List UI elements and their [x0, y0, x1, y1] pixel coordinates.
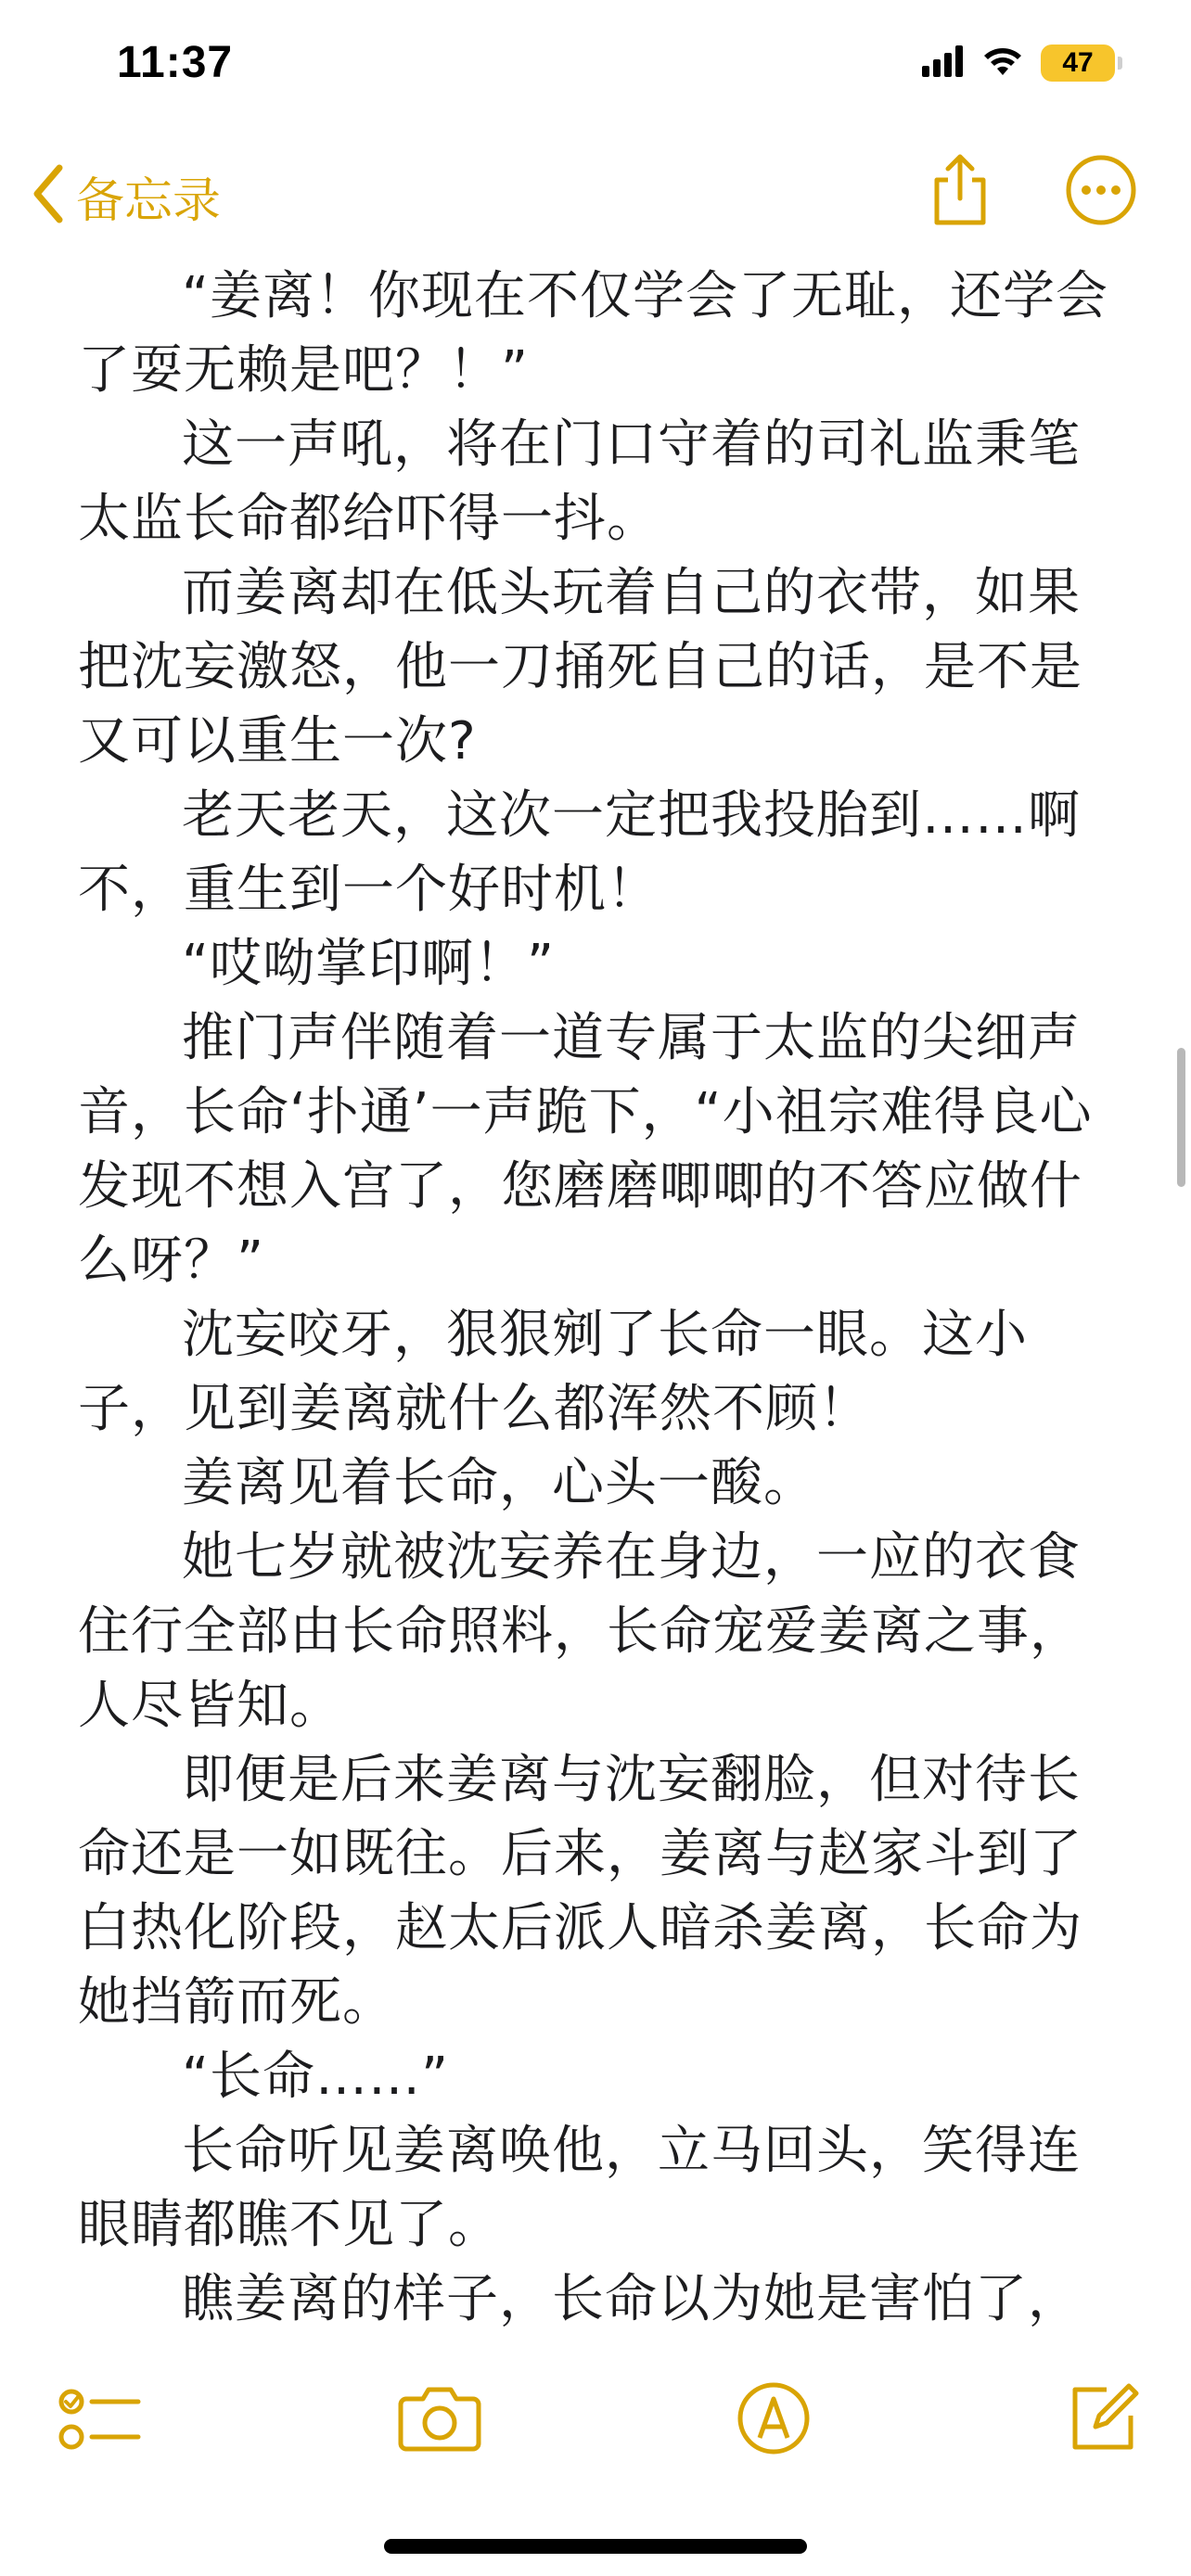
markup-button[interactable]	[727, 2374, 820, 2467]
ellipsis-circle-icon	[1064, 153, 1138, 231]
note-paragraph: 长命听见姜离唤他，立马回头，笑得连眼睛都瞧不见了。	[78, 2121, 1081, 2255]
note-paragraph: 老天老天，这次一定把我投胎到……啊不，重生到一个好时机！	[78, 785, 1081, 920]
note-paragraph: 这一声吼，将在门口守着的司礼监秉笔太监长命都给吓得一抖。	[78, 414, 1081, 549]
checklist-button[interactable]	[54, 2374, 147, 2467]
home-indicator[interactable]	[384, 2539, 807, 2554]
note-paragraph: “姜离！你现在不仅学会了无耻，还学会了耍无赖是吧？！”	[78, 266, 1109, 401]
compose-icon	[1066, 2380, 1142, 2460]
status-time: 11:37	[117, 38, 234, 87]
note-paragraph: 姜离见着长命，心头一酸。	[182, 1453, 816, 1513]
note-paragraph: 瞧姜离的样子，长命以为她是害怕了，	[182, 2269, 1081, 2327]
note-body[interactable]	[78, 260, 1113, 2327]
wifi-icon	[981, 45, 1024, 81]
chevron-left-icon	[32, 164, 65, 227]
status-bar	[0, 0, 1191, 130]
cellular-signal-icon	[922, 45, 965, 81]
share-button[interactable]	[918, 150, 1002, 234]
more-button[interactable]	[1059, 150, 1143, 234]
share-icon	[928, 152, 992, 232]
back-label: 备忘录	[76, 172, 222, 229]
compose-button[interactable]	[1057, 2374, 1150, 2467]
note-paragraph: 推门声伴随着一道专属于太监的尖细声音，长命‘扑通’一声跪下，“小祖宗难得良心发现不想入宫了，您磨磨唧唧的不答应做什么呀？”	[78, 1008, 1093, 1291]
scroll-indicator[interactable]	[1177, 1048, 1185, 1187]
status-icons	[922, 45, 1115, 82]
pen-tip-icon	[736, 2380, 812, 2460]
back-button[interactable]	[32, 154, 221, 237]
camera-icon	[397, 2384, 482, 2456]
camera-button[interactable]	[393, 2374, 486, 2467]
nav-bar	[0, 139, 1191, 250]
note-paragraph: “长命……”	[182, 2047, 450, 2107]
note-paragraph: 即便是后来姜离与沈妄翻脸，但对待长命还是一如既往。后来，姜离与赵家斗到了白热化阶段，赵太后派人暗杀姜离，长命为她挡箭而死。	[78, 1750, 1082, 2033]
battery-indicator: 47	[1041, 45, 1115, 82]
note-paragraph: 她七岁就被沈妄养在身边，一应的衣食住行全部由长命照料，长命宠爱姜离之事，人尽皆知。	[78, 1527, 1082, 1736]
note-paragraph: 沈妄咬牙，狠狠剜了长命一眼。这小子，见到姜离就什么都浑然不顾！	[78, 1305, 1028, 1439]
note-paragraph: 而姜离却在低头玩着自己的衣带，如果把沈妄激怒，他一刀捅死自己的话，是不是又可以重生一次?	[78, 563, 1082, 772]
note-paragraph: “哎呦掌印啊！”	[182, 934, 556, 994]
checklist-icon	[58, 2381, 142, 2459]
